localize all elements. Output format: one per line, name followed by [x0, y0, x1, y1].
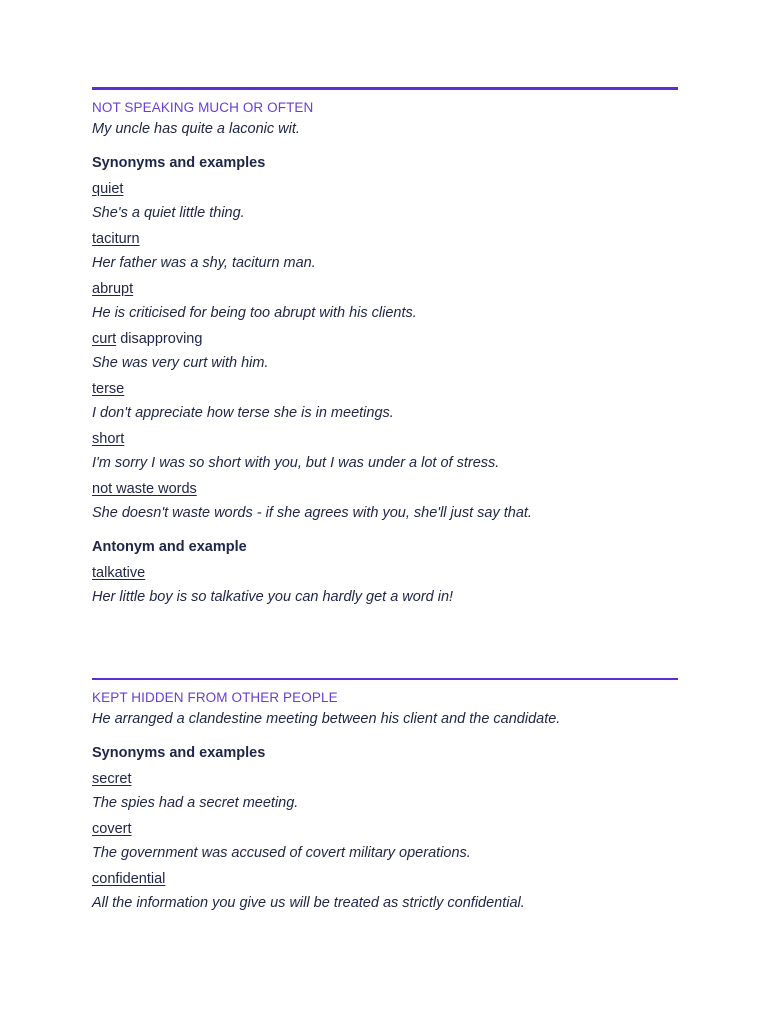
synonym-example: I'm sorry I was so short with you, but I was under a lot of stress. — [92, 455, 500, 471]
synonym-link[interactable]: covert — [92, 821, 132, 837]
synonym-link[interactable]: short — [92, 431, 125, 447]
usage-label: disapproving — [120, 331, 203, 347]
sense-title: NOT SPEAKING MUCH OR OFTEN — [92, 100, 314, 115]
synonyms-heading: Synonyms and examples — [92, 155, 266, 171]
synonym-link[interactable]: secret — [92, 771, 132, 787]
antonym-heading: Antonym and example — [92, 539, 247, 555]
synonym-link[interactable]: taciturn — [92, 231, 140, 247]
synonym-link[interactable]: not waste words — [92, 481, 197, 497]
antonym-link[interactable]: talkative — [92, 565, 146, 581]
entry-laconic — [92, 87, 678, 605]
synonym-link[interactable]: quiet — [92, 181, 124, 197]
synonym-example: All the information you give us will be treated as strictly confidential. — [92, 895, 525, 911]
synonym-item — [92, 331, 678, 347]
synonym-item — [92, 381, 678, 397]
synonym-item — [92, 181, 678, 197]
synonym-example: He is criticised for being too abrupt with his clients. — [92, 305, 417, 321]
synonym-item — [92, 431, 678, 447]
entry-clandestine — [92, 678, 678, 911]
synonym-item — [92, 871, 678, 887]
synonym-item — [92, 231, 678, 247]
synonym-item — [92, 771, 678, 787]
sense-example: He arranged a clandestine meeting between his client and the candidate. — [92, 711, 561, 727]
synonym-item — [92, 281, 678, 297]
synonym-item — [92, 821, 678, 837]
synonym-link[interactable]: curt — [92, 331, 117, 347]
section-divider — [92, 678, 678, 680]
synonym-example: The spies had a secret meeting. — [92, 795, 299, 811]
synonym-link[interactable]: terse — [92, 381, 125, 397]
section-divider — [92, 87, 678, 90]
synonym-example: Her father was a shy, taciturn man. — [92, 255, 316, 271]
antonym-item — [92, 565, 678, 581]
synonym-example: The government was accused of covert military operations. — [92, 845, 471, 861]
antonym-example: Her little boy is so talkative you can hardly get a word in! — [92, 589, 454, 605]
synonym-example: She's a quiet little thing. — [92, 205, 245, 221]
synonym-example: I don't appreciate how terse she is in meetings. — [92, 405, 394, 421]
synonym-item — [92, 481, 678, 497]
synonym-link[interactable]: confidential — [92, 871, 166, 887]
synonym-example: She was very curt with him. — [92, 355, 269, 371]
synonyms-heading: Synonyms and examples — [92, 745, 266, 761]
synonym-example: She doesn't waste words - if she agrees with you, she'll just say that. — [92, 505, 532, 521]
sense-example: My uncle has quite a laconic wit. — [92, 121, 300, 137]
sense-title: KEPT HIDDEN FROM OTHER PEOPLE — [92, 690, 338, 705]
synonym-link[interactable]: abrupt — [92, 281, 134, 297]
